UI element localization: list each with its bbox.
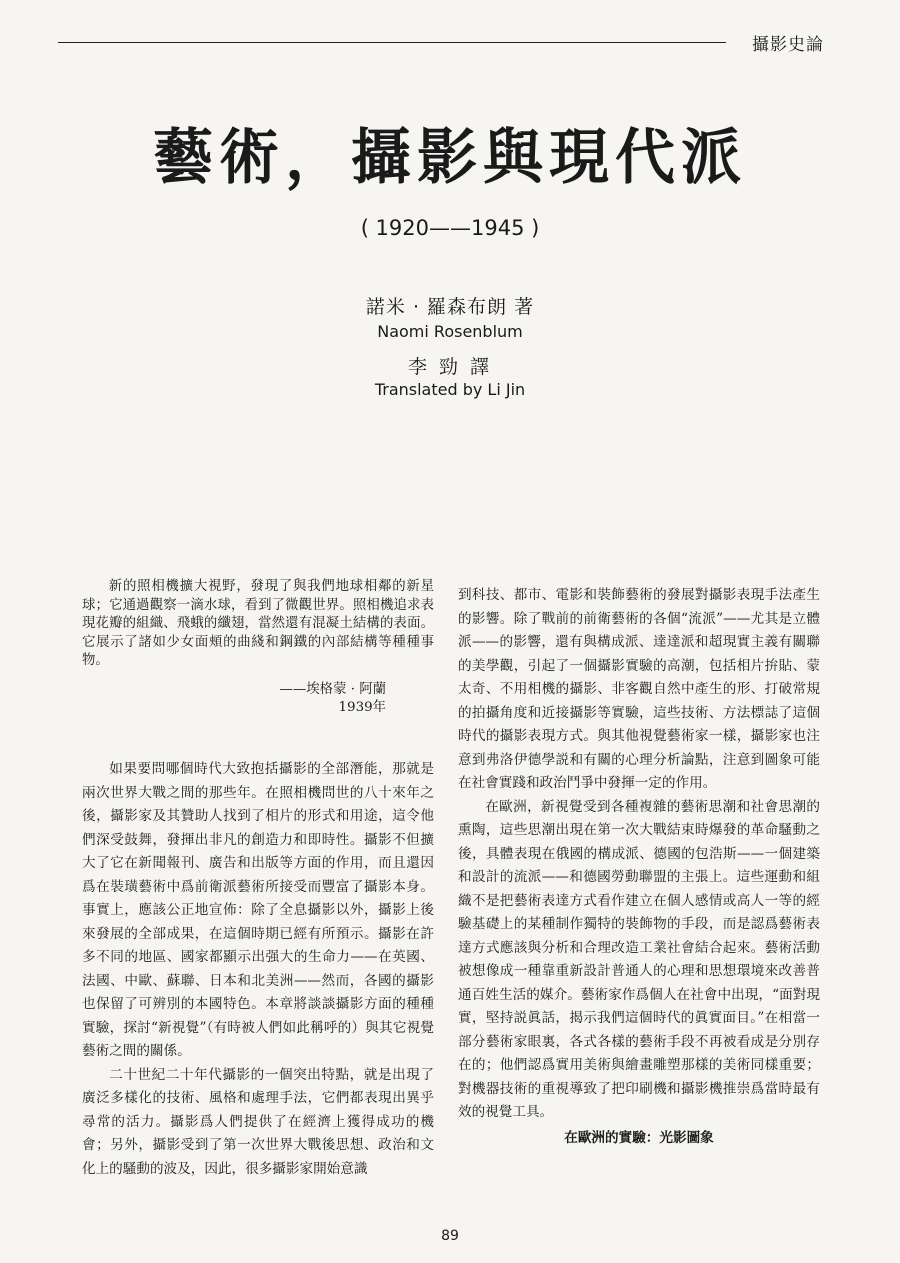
paragraph: 在歐洲，新視覺受到各種複雜的藝術思潮和社會思潮的熏陶，這些思潮出現在第一次大戰結束時爆發的革命騷動之後，具體表現在俄國的構成派、德國的包浩斯——一個建築和設計的流派——和德國勞動聯盟的主張上。這些運動和組織不是把藝術表達方式看作建立在個人感情或高人一等的經驗基礎上的某種制作獨特的裝飾物的手段，而是認爲藝術表達方式應該與分析和合理改造工業社會結合起來。藝術活動被想像成一種靠重新設計普通人的心理和思想環境來改善普通百姓生活的媒介。藝術家作爲個人在社會中出現，“面對現實，堅持説眞話，揭示我們這個時代的眞實面目。”在相當一部分藝術家眼裏，各式各樣的藝術手段不再被看成是分別存在的；他們認爲實用美術與繪畫雕塑那樣的美術同樣重要；對機器技術的重視導致了把印刷機和攝影機推崇爲當時最有效的視覺工具。: [458, 798, 820, 1120]
translator-zh: 李 勁 譯: [407, 356, 493, 378]
body-column-right: [458, 584, 820, 1150]
epigraph: [82, 578, 434, 671]
paragraph: 二十世紀二十年代攝影的一個突出特點，就是出現了廣泛多樣化的技術、風格和處理手法，它們都表現出異乎尋常的活力。攝影爲人們提供了在經濟上獲得成功的機會；另外，攝影受到了第一次世界大戰後思想、政治和文化上的騷動的波及，因此，很多攝影家開始意識: [82, 1066, 434, 1177]
author-en: Naomi Rosenblum: [377, 322, 523, 341]
author-zh: 諾米 · 羅森布朗 著: [365, 296, 535, 318]
section-heading: 在歐洲的實驗：光影圖象: [564, 1129, 714, 1146]
epigraph-year: 1939年: [338, 700, 386, 715]
section-label: 攝影史論: [752, 35, 824, 55]
paragraph: 到科技、都市、電影和裝飾藝術的發展對攝影表現手法產生的影響。除了戰前的前衛藝術的各個“流派”——尤其是立體派——的影響，還有與構成派、達達派和超現實主義有關聯的美學觀，引起了一個攝影實驗的高潮，包括相片拚貼、蒙太奇、不用相機的攝影、非客觀自然中產生的形、打破常規的拍攝角度和近接攝影等實驗，這些技術、方法標誌了這個時代的攝影表現方式。與其他視覺藝術家一樣，攝影家也注意到弗洛伊德學説和有關的心理分析論點，注意到圖象可能在社會實踐和政治鬥爭中發揮一定的作用。: [458, 587, 820, 791]
epigraph-text: 新的照相機擴大視野，發現了與我們地球相鄰的新星球；它通過觀察一滴水球，看到了微觀世界。照相機追求表現花瓣的組織、飛蛾的纖翅，當然還有混凝土結構的表面。它展示了諸如少女面頰的曲綫和鋼鐵的內部結構等種種事物。: [82, 579, 434, 668]
page-number: 89: [441, 1228, 459, 1244]
article-subtitle: ( 1920——1945 ): [360, 216, 540, 240]
translator-en: Translated by Li Jin: [374, 380, 526, 399]
paragraph: 如果要問哪個時代大致抱括攝影的全部潛能，那就是兩次世界大戰之間的那些年。在照相機問世的八十來年之後，攝影家及其贊助人找到了相片的形式和用途，這令他們深受鼓舞，發揮出非凡的創造力和即時性。攝影不但擴大了它在新聞報刊、廣告和出版等方面的作用，而且還因爲在裝璜藝術中爲前衛派藝術所接受而豐富了攝影本身。事實上，應該公正地宣佈：除了全息攝影以外，攝影上後來發展的全部成果，在這個時期已經有所預示。攝影在許多不同的地區、國家都顯示出强大的生命力——在英國、法國、中歐、蘇聯、日本和北美洲——然而，各國的攝影也保留了可辨別的本國特色。本章將談談攝影方面的種種實驗，探討“新視覺”（有時被人們如此稱呼的）與其它視覺藝術之間的關係。: [82, 761, 434, 1059]
body-column-left: [82, 758, 434, 1181]
header-rule: [58, 42, 726, 43]
article-title: 藝術，攝影與現代派: [153, 123, 747, 193]
epigraph-author: ——埃格蒙 · 阿蘭: [279, 682, 386, 697]
